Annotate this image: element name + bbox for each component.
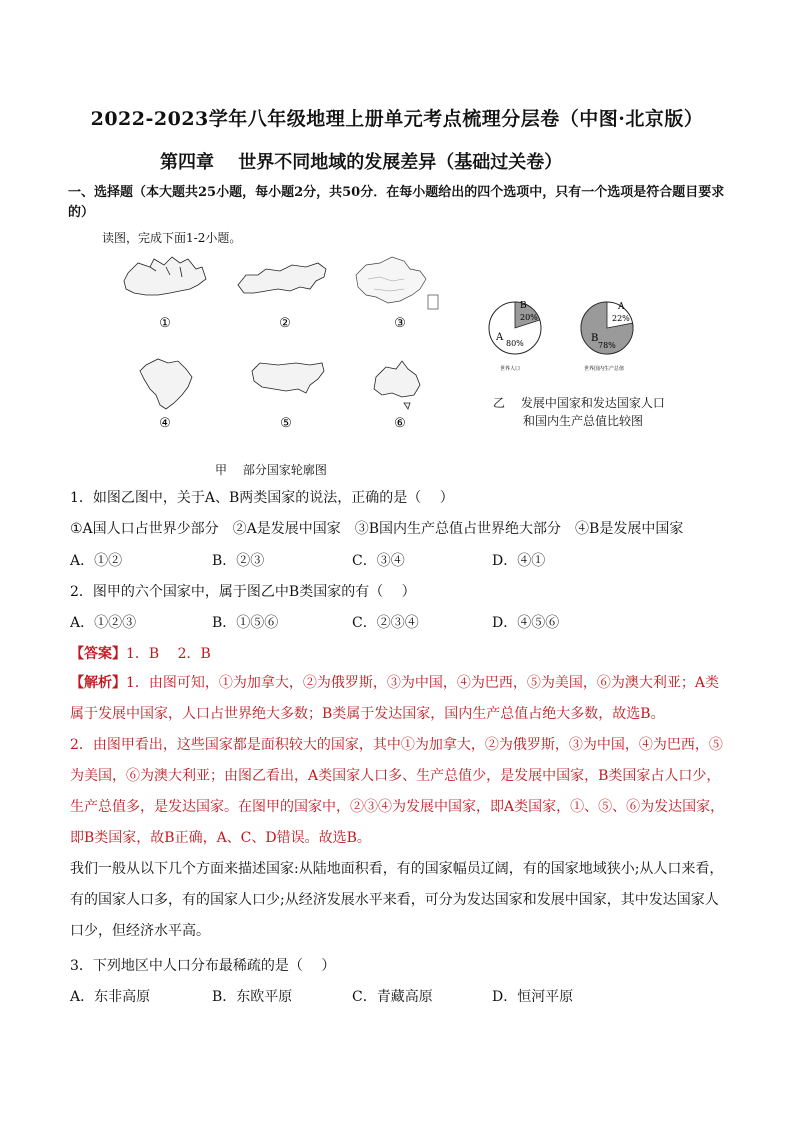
option-d[interactable]: D．④⑤⑥ bbox=[492, 615, 560, 631]
brazil-map-icon bbox=[140, 359, 192, 409]
option-a[interactable]: A．①② bbox=[70, 553, 123, 569]
option-b[interactable]: B．东欧平原 bbox=[212, 989, 293, 1005]
question-2-stem: 2．图甲的六个国家中，属于图乙中B类国家的有（ ） bbox=[70, 584, 416, 600]
answer-text: 1．B 2．B bbox=[126, 646, 211, 662]
option-a[interactable]: A．①②③ bbox=[70, 615, 137, 631]
pie-label-a: A bbox=[496, 332, 504, 343]
question-1-options bbox=[70, 550, 730, 572]
option-d[interactable]: D．④① bbox=[492, 553, 546, 569]
analysis-text-1: 1．由图可知，①为加拿大，②为俄罗斯，③为中国，④为巴西，⑤为美国，⑥为澳大利亚；A类属于发展中国家，人口占世界绝大多数；B类属于发达国家，国内生产总值占绝大多数，故选B。 bbox=[70, 675, 720, 722]
map-label: ③ bbox=[394, 316, 406, 331]
option-d[interactable]: D．恒河平原 bbox=[492, 989, 574, 1005]
gdp-pie bbox=[581, 302, 633, 372]
section-heading: 一、选择题（本大题共25小题，每小题2分，共50分．在每小题给出的四个选项中，只有一个选项是符合题目要求的） bbox=[68, 185, 725, 220]
analysis-paragraph-3: 我们一般从以下几个方面来描述国家:从陆地面积看，有的国家幅员辽阔，有的国家地域狭小;从人口来看，有的国家人口多，有的国家人口少;从经济发展水平来看，可分为发达国家和发展中国家，其中发达国家人口少，但经济水平高。 bbox=[70, 861, 724, 939]
figure-yi-caption-line1: 乙 发展中国家和发达国家人口 bbox=[493, 396, 665, 410]
map-label: ④ bbox=[159, 416, 171, 431]
pie-value-b: 20% bbox=[520, 313, 538, 322]
pie-value-a: 22% bbox=[612, 314, 630, 323]
country-outline-figure bbox=[110, 245, 470, 445]
pie-chart-figure bbox=[480, 290, 680, 380]
pie-caption: 世界国内生产总值 bbox=[584, 366, 625, 372]
analysis-paragraph-2: 2．由图甲看出，这些国家都是面积较大的国家，其中①为加拿大，②为俄罗斯，③为中国，④为巴西，⑤为美国，⑥为澳大利亚；由图乙看出，A类国家人口多、生产总值少，是发展中国家，B类国家占人口少，生产总值多，是发达国家。在图甲的国家中，②③④为发展中国家，即A类国家，①、⑤、⑥为发达国家，即B类国家，故B正确，A、C、D错误。故选B。 bbox=[70, 737, 725, 846]
australia-map-icon bbox=[374, 361, 420, 409]
question-1-statements: ①A国人口占世界少部分 ②A是发展中国家 ③B国内生产总值占世界绝大部分 ④B是发展中国家 bbox=[70, 521, 684, 537]
map-label: ⑥ bbox=[394, 416, 406, 431]
map-label: ① bbox=[159, 316, 171, 331]
question-3-stem: 3．下列地区中人口分布最稀疏的是（ ） bbox=[70, 958, 336, 974]
question-2-options bbox=[70, 612, 730, 634]
pie-label-b: B bbox=[591, 333, 599, 344]
pie-caption: 世界人口 bbox=[500, 366, 521, 372]
china-map-icon bbox=[356, 257, 438, 309]
option-c[interactable]: C．②③④ bbox=[352, 615, 419, 631]
pie-label-a: A bbox=[618, 302, 625, 312]
map-label: ② bbox=[279, 316, 291, 331]
question-3-options bbox=[70, 986, 730, 1008]
figure-jia-caption: 甲 部分国家轮廓图 bbox=[215, 463, 327, 477]
option-c[interactable]: C．③④ bbox=[352, 553, 405, 569]
answer-tag: 【答案】 bbox=[70, 646, 126, 662]
pie-label-b: B bbox=[520, 301, 527, 311]
option-c[interactable]: C．青藏高原 bbox=[352, 989, 433, 1005]
option-b[interactable]: B．①⑤⑥ bbox=[212, 615, 279, 631]
map-label: ⑤ bbox=[280, 416, 292, 431]
figure-yi-caption-line2: 和国内生产总值比较图 bbox=[523, 414, 644, 428]
pie-value-b: 78% bbox=[598, 341, 616, 350]
question-1-stem: 1．如图乙图中，关于A、B两类国家的说法，正确的是（ ） bbox=[70, 490, 454, 506]
pie-value-a: 80% bbox=[506, 339, 524, 348]
analysis-paragraph-1 bbox=[70, 668, 730, 730]
canada-map-icon bbox=[124, 257, 206, 295]
usa-map-icon bbox=[252, 363, 324, 393]
instruction-text: 读图，完成下面1-2小题。 bbox=[102, 231, 242, 245]
page-title: 2022-2023学年八年级地理上册单元考点梳理分层卷（中图·北京版） bbox=[90, 108, 704, 130]
russia-map-icon bbox=[238, 263, 326, 293]
figure-yi-caption bbox=[493, 394, 665, 430]
chapter-subtitle: 第四章 世界不同地域的发展差异（基础过关卷） bbox=[160, 152, 563, 173]
population-pie bbox=[489, 301, 541, 372]
answer-line bbox=[70, 643, 211, 663]
option-b[interactable]: B．②③ bbox=[212, 553, 265, 569]
analysis-tag: 【解析】 bbox=[70, 675, 126, 691]
option-a[interactable]: A．东非高原 bbox=[70, 989, 151, 1005]
